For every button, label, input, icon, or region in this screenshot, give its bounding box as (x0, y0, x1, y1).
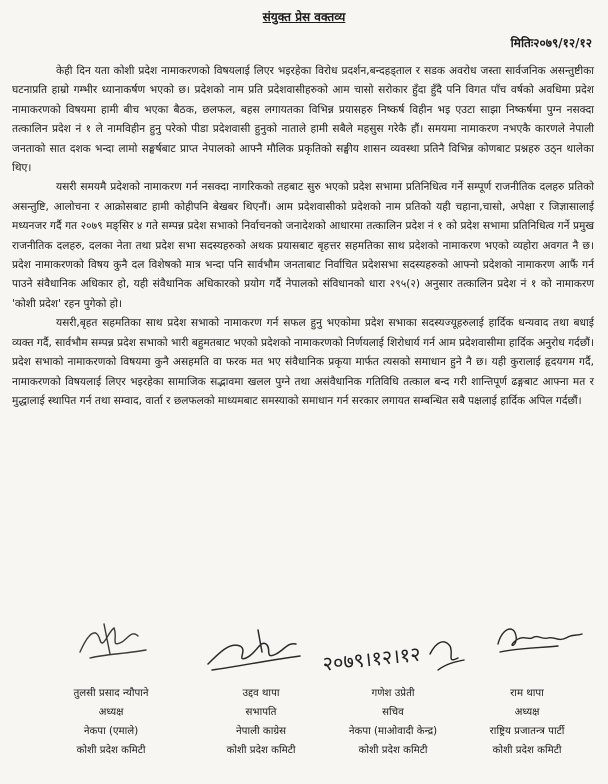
signature-3-date: २०७९।१२।१२ (321, 641, 422, 676)
signature-4-icon (488, 614, 588, 662)
signatory-committee: कोशी प्रदेश कमिटी (492, 745, 562, 756)
signatory-name: गणेश उप्रेती (371, 688, 415, 699)
signatory-1 (36, 684, 186, 760)
signature-section (0, 600, 608, 784)
signatory-committee: कोशी प्रदेश कमिटी (226, 745, 296, 756)
signatory-role: सभापति (245, 707, 277, 718)
signatory-committee: कोशी प्रदेश कमिटी (76, 745, 146, 756)
signature-3-icon (318, 624, 468, 682)
signatory-party: नेकपा (माओवादी केन्द्र) (348, 726, 438, 737)
statement-body (12, 62, 594, 411)
signatory-party: नेकपा (एमाले) (83, 726, 139, 737)
signatory-2 (186, 684, 336, 760)
paragraph-2: यसरी समयमै प्रदेशको नामाकरण गर्न नसक्दा नागरिकको तहबाट सुरु भएको प्रदेश सभामा प्रतिनिधित्व गर्ने सम्पूर्ण राजनीतिक दलहरु प्रतिको असन्तुष्टि, आलोचना र आक्रोसबाट हामी कोहीपनि बेखबर थिएनौं। आम प्रदेशवासीको प्रदेशको नाम प्रतिको यही चहाना,चासो, अपेक्षा र जिज्ञासालाई मध्यनजर गर्दै गत २०७९ मङ्सिर ४ गते सम्पन्न प्रदेश सभाको निर्वाचनको जनादेशको आधारमा तत्कालिन प्रदेश नं १ को प्रदेश सभामा प्रतिनिधित्व गर्ने प्रमुख राजनीतिक दलहरु, दलका नेता तथा प्रदेश सभा सदस्यहरुको अथक प्रयासबाट बृहत्तर सहमतिका साथ प्रदेशको नामाकरण भएको व्यहोरा अवगत नै छ। प्रदेश नामाकरणको विषय कुनै दल विशेषको मात्र भन्दा पनि सार्वभौम जनताबाट निर्वाचित प्रदेशसभा सदस्यहरुको आफ्नो प्रदेशको नामाकरण आफैं गर्न पाउने संवैधानिक अधिकार हो, यही संवैधानिक अधिकारको प्रयोग गर्दै नेपालको संविधानको धारा २९५(२) अनुसार तत्कालिन प्रदेश नं १ को नामाकरण 'कोशी प्रदेश' रहन पुगेको हो। (12, 181, 594, 310)
signatory-name: उद्दव थापा (242, 688, 280, 699)
paragraph-3: यसरी,बृहत सहमतिका साथ प्रदेश सभाको नामाकरण गर्न सफल हुनु भएकोमा प्रदेश सभाका सदस्यज्यूहरुलाई हार्दिक धन्यवाद तथा बधाई व्यक्त गर्दै, सार्वभौम सम्पन्न प्रदेश सभाको भारी बहुमतबाट भएको प्रदेशको नामाकरणको निर्णयलाई शिरोधार्य गर्न आम प्रदेशवासीमा हार्दिक अनुरोध गर्दछौं। प्रदेश सभाको नामाकरणको विषयमा कुनै असहमति वा फरक मत भए संवैधानिक प्रकृया मार्फत त्यसको समाधान हुने नै छ। यही कुरालाई हृदयगम गर्दै, नामाकरणको विषयलाई लिएर भइरहेका सामाजिक सद्भावमा खलल पुग्ने तथा असंवैधानिक गतिविधि तत्काल बन्द गरी शान्तिपूर्ण ढङ्गबाट आफ्ना मत र मुद्धालाई स्थापित गर्न तथा सम्वाद, वार्ता र छलफलको माध्यमबाट समस्याको समाधान गर्न सरकार लगायत सम्बन्धित सबै पक्षलाई हार्दिक अपिल गर्दछौं। (12, 317, 594, 407)
signature-1-icon (70, 614, 160, 664)
signatory-name: राम थापा (510, 688, 544, 699)
paragraph-1: केही दिन यता कोशी प्रदेश नामाकरणको विषयलाई लिएर भइरहेका विरोध प्रदर्शन,बन्दहड्ताल र सडक अवरोध जस्ता सार्वजनिक असन्तुष्टीका घटनाप्रति हाम्रो गम्भीर ध्यानाकर्षण भएको छ। प्रदेशको नाम प्रति प्रदेशवासीहरुको आम चासो सरोकार हुँदा हुँदै पनि विगत पाँच वर्षको अवधिमा प्रदेश नामाकरणको विषयमा हामी बीच भएका बैठक, छलफल, बहस लगायतका विभिन्न प्रयासहरु निष्कर्ष विहीन भइ एउटा साझा निष्कर्षमा पुग्न नसक्दा तत्कालिन प्रदेश नं १ ले नामविहीन हुनु परेको पीडा प्रदेशवासी हुनुको नाताले हामी सबैले महसुस गरेकै हौं। समयमा नामाकरण नभएकै कारणले नेपाली जनताको सात दशक भन्दा लामो सङ्घर्षबाट प्राप्त नेपालको आफ्नै मौलिक प्रकृतिको सङ्घीय शासन व्यवस्था प्रतिनै विभिन्न कोणबाट प्रश्नहरु उठ्न थालेका थिए। (12, 65, 594, 175)
document-title: संयुक्त प्रेस वक्तव्य (262, 10, 346, 24)
signatory-role: अध्यक्ष (98, 707, 124, 718)
signatory-party: नेपाली काग्रेस (236, 726, 286, 737)
signatory-role: सचिव (382, 707, 404, 718)
signatory-3 (318, 684, 468, 760)
document-date: मितिः२०७९/१२/१२ (510, 36, 592, 50)
signature-2-icon (200, 622, 310, 677)
signatory-committee: कोशी प्रदेश कमिटी (358, 745, 428, 756)
signatory-party: राष्ट्रिय प्रजातन्त्र पार्टी (489, 726, 565, 737)
signatory-name: तुलसी प्रसाद न्यौपाने (73, 688, 149, 699)
signatory-role: अध्यक्ष (514, 707, 540, 718)
signatory-4 (452, 684, 602, 760)
